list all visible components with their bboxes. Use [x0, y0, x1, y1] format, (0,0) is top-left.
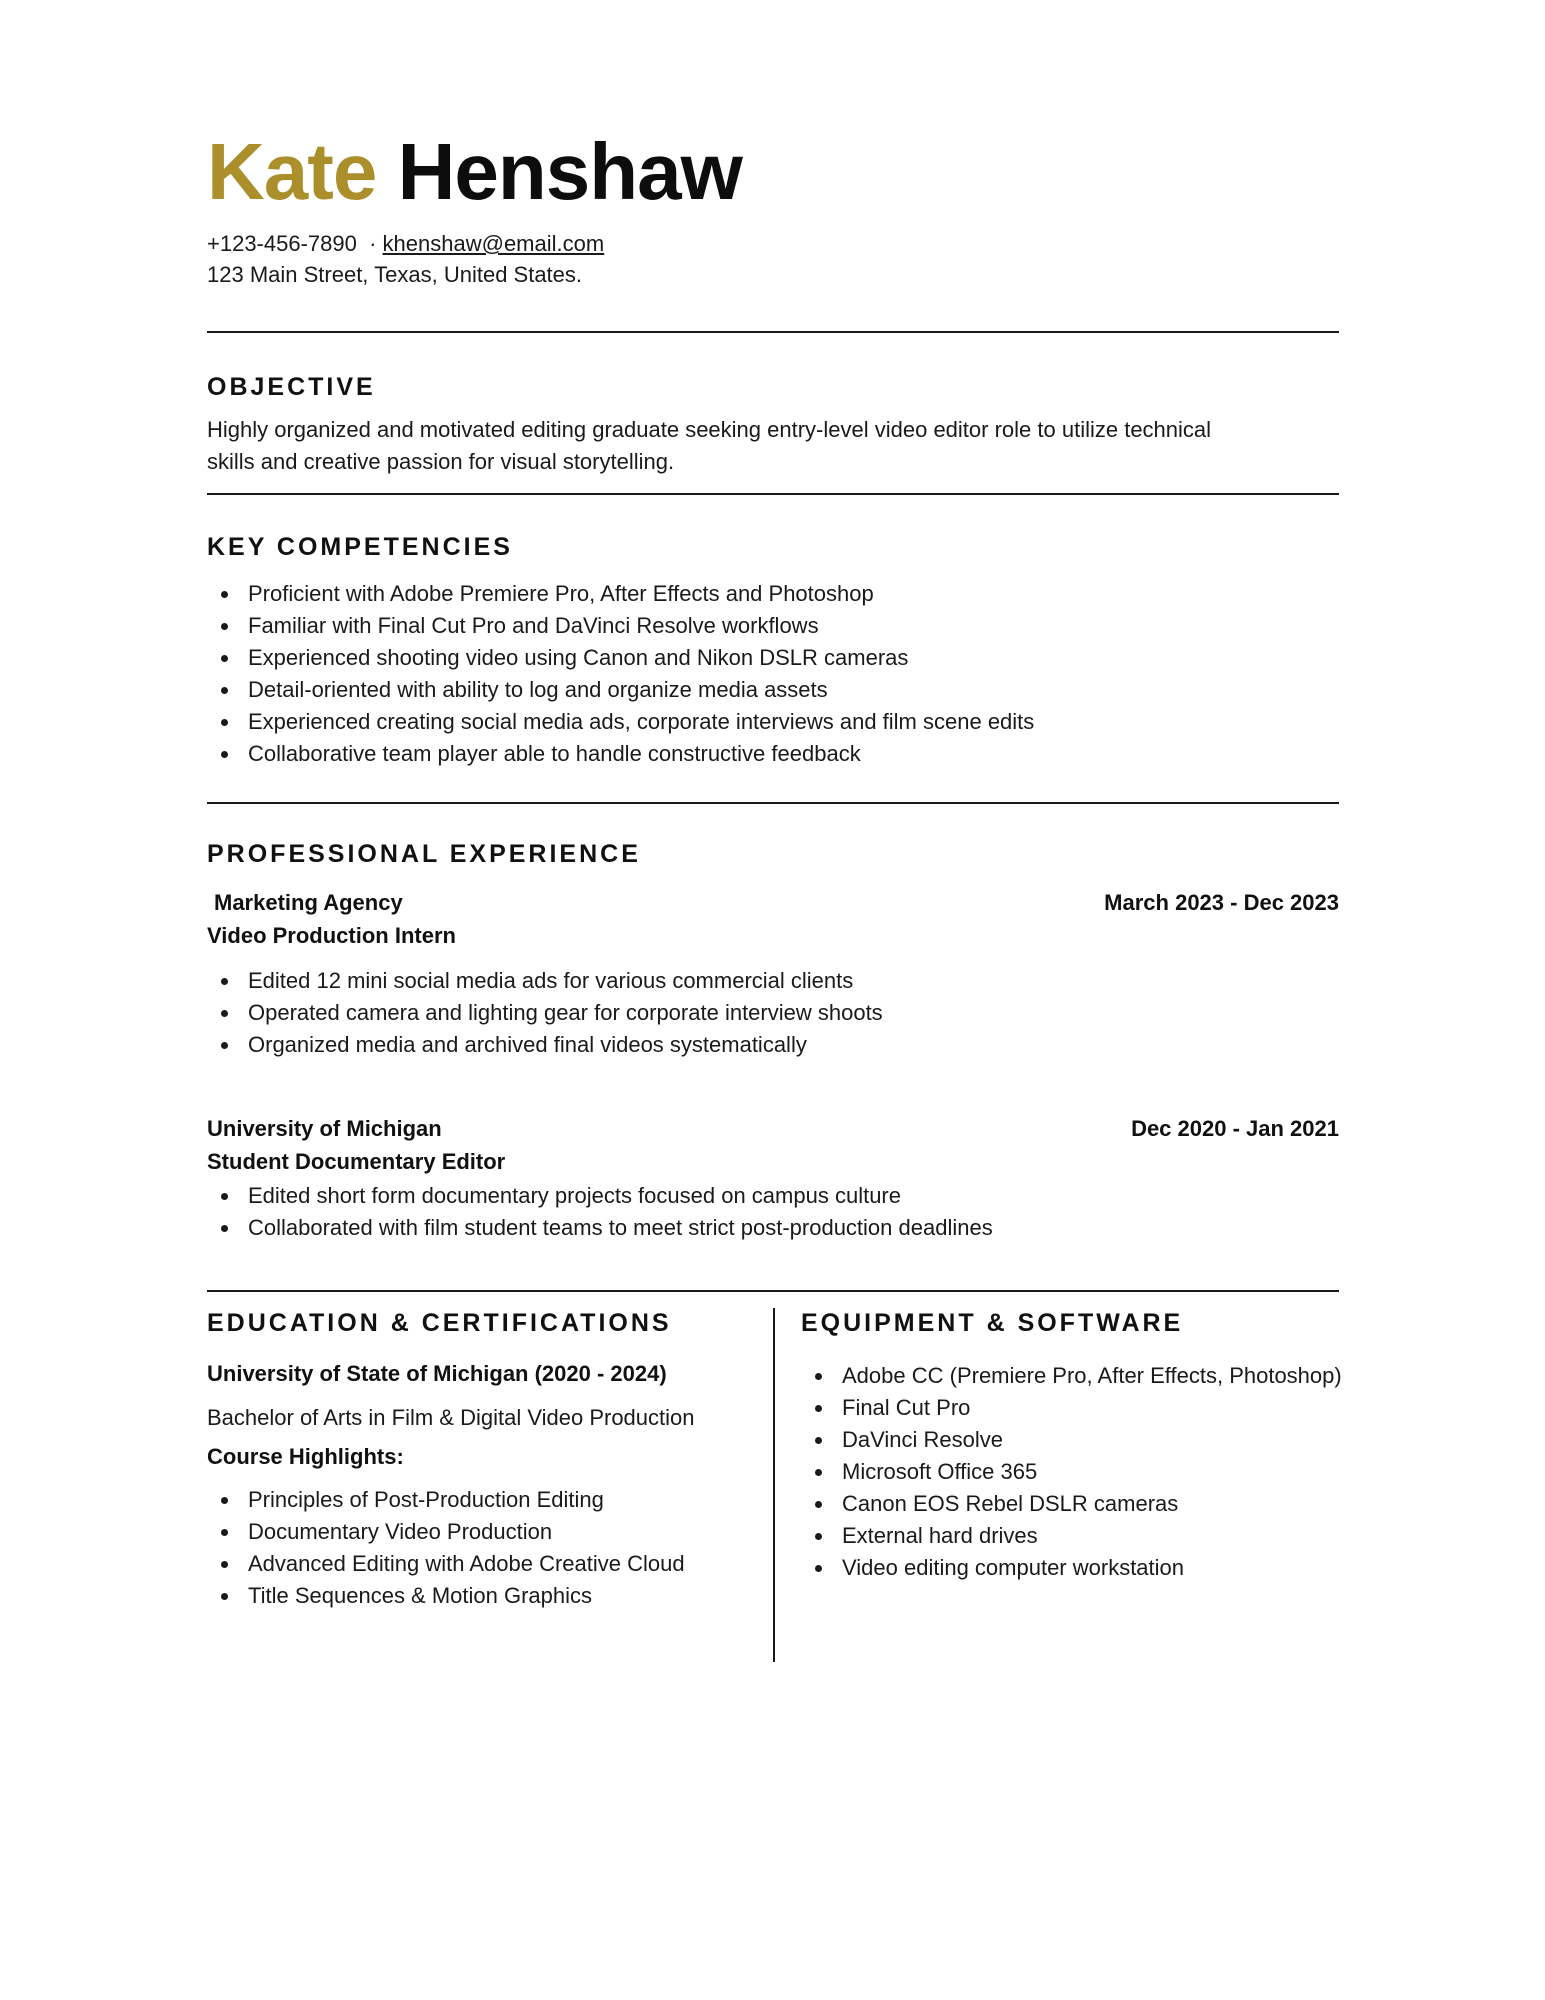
list-item: Final Cut Pro [801, 1392, 1342, 1424]
job-role: Student Documentary Editor [207, 1149, 506, 1174]
candidate-name [207, 127, 742, 216]
course-highlights-list [207, 1484, 685, 1612]
address-line: 123 Main Street, Texas, United States. [207, 262, 583, 287]
job-dates: March 2023 - Dec 2023 [1104, 890, 1339, 915]
section-title-competencies: KEY COMPETENCIES [207, 533, 513, 561]
list-item: Organized media and archived final videos systematically [207, 1029, 883, 1061]
divider-objective [207, 493, 1339, 495]
list-item: Experienced shooting video using Canon and Nikon DSLR cameras [207, 642, 1034, 674]
list-item: DaVinci Resolve [801, 1424, 1342, 1456]
equipment-list [801, 1360, 1342, 1584]
section-title-objective: OBJECTIVE [207, 373, 376, 401]
section-title-education: EDUCATION & CERTIFICATIONS [207, 1309, 672, 1337]
list-item: Collaborated with film student teams to meet strict post-production deadlines [207, 1212, 993, 1244]
phone-number: +123-456-7890 [207, 231, 357, 256]
contact-line [207, 231, 604, 257]
course-highlights-label: Course Highlights: [207, 1444, 404, 1469]
list-item: Experienced creating social media ads, corporate interviews and film scene edits [207, 706, 1034, 738]
list-item: Microsoft Office 365 [801, 1456, 1342, 1488]
list-item: Edited 12 mini social media ads for various commercial clients [207, 965, 883, 997]
education-school: University of State of Michigan (2020 - 2024) [207, 1361, 667, 1386]
job-bullets [207, 1180, 993, 1244]
list-item: Video editing computer workstation [801, 1552, 1342, 1584]
education-degree: Bachelor of Arts in Film & Digital Video Production [207, 1405, 695, 1430]
list-item: Title Sequences & Motion Graphics [207, 1580, 685, 1612]
email-link[interactable]: khenshaw@email.com [382, 231, 605, 256]
list-item: Adobe CC (Premiere Pro, After Effects, Photoshop) [801, 1360, 1342, 1392]
job-role: Video Production Intern [207, 923, 456, 948]
list-item: Edited short form documentary projects focused on campus culture [207, 1180, 993, 1212]
list-item: Familiar with Final Cut Pro and DaVinci Resolve workflows [207, 610, 1034, 642]
objective-text [207, 414, 1339, 478]
objective-line-1: Highly organized and motivated editing graduate seeking entry-level video editor role to utilize technical [207, 417, 1212, 442]
job-dates: Dec 2020 - Jan 2021 [1131, 1116, 1339, 1141]
job-company: University of Michigan [207, 1116, 442, 1141]
objective-line-2: skills and creative passion for visual storytelling. [207, 449, 675, 474]
section-title-experience: PROFESSIONAL EXPERIENCE [207, 840, 641, 868]
job-company: Marketing Agency [214, 890, 403, 915]
list-item: Advanced Editing with Adobe Creative Cloud [207, 1548, 685, 1580]
job-bullets [207, 965, 883, 1061]
list-item: Collaborative team player able to handle constructive feedback [207, 738, 1034, 770]
divider-experience [207, 1290, 1339, 1292]
divider-competencies [207, 802, 1339, 804]
section-title-equipment: EQUIPMENT & SOFTWARE [801, 1309, 1184, 1337]
list-item: Operated camera and lighting gear for corporate interview shoots [207, 997, 883, 1029]
contact-separator: · [369, 231, 377, 256]
list-item: Detail-oriented with ability to log and organize media assets [207, 674, 1034, 706]
first-name: Kate [207, 127, 377, 216]
divider-header [207, 331, 1339, 333]
list-item: Principles of Post-Production Editing [207, 1484, 685, 1516]
list-item: Documentary Video Production [207, 1516, 685, 1548]
column-divider [773, 1308, 775, 1662]
last-name: Henshaw [397, 127, 742, 216]
competencies-list [207, 578, 1034, 770]
list-item: External hard drives [801, 1520, 1342, 1552]
list-item: Proficient with Adobe Premiere Pro, After Effects and Photoshop [207, 578, 1034, 610]
list-item: Canon EOS Rebel DSLR cameras [801, 1488, 1342, 1520]
